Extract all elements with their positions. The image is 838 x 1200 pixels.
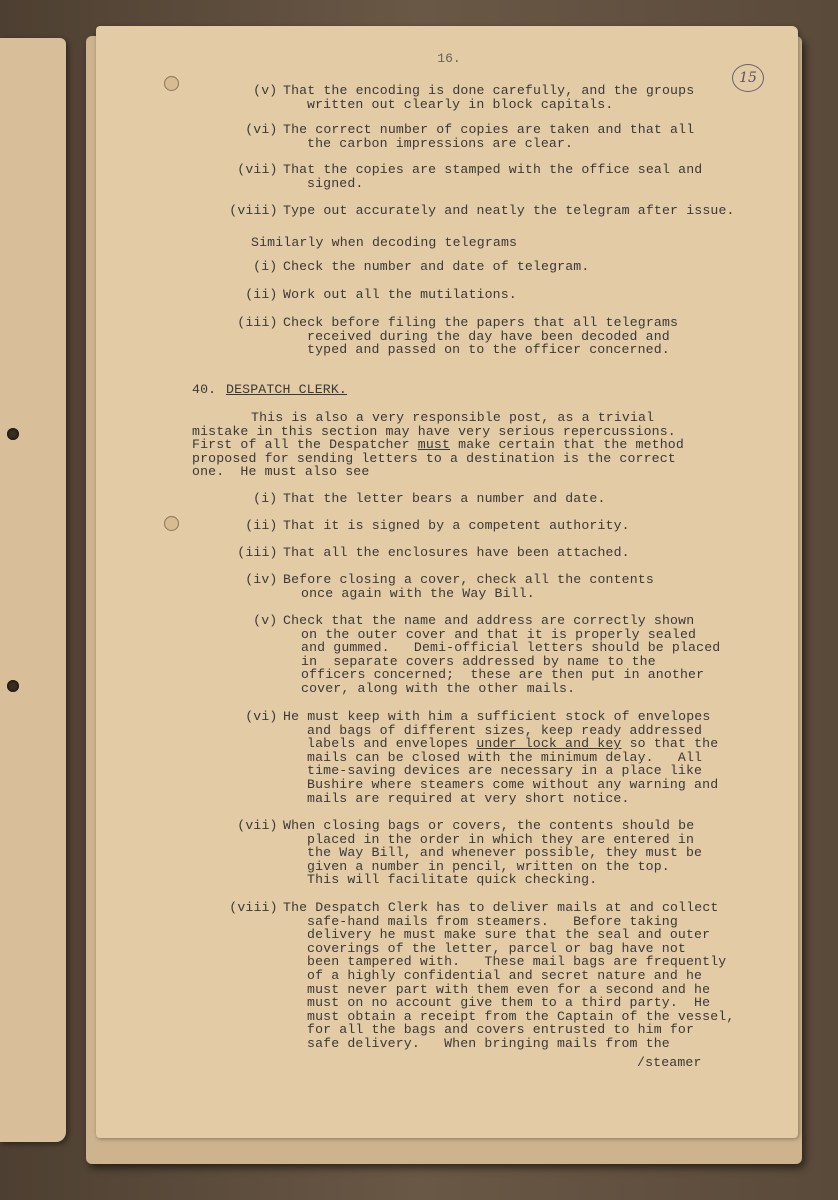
item-line: Check the number and date of telegram.: [283, 259, 590, 274]
item-line: mails are required at very short notice.: [307, 790, 630, 806]
item-line: safe delivery. When bringing mails from the: [307, 1036, 670, 1051]
punch-hole: [7, 428, 19, 440]
page-number: 16.: [437, 51, 461, 66]
item-line: been tampered with. These mail bags are frequently: [307, 954, 727, 970]
item-line: once again with the Way Bill.: [301, 585, 535, 601]
item-line: That the copies are stamped with the office seal and: [283, 162, 703, 177]
item-line: The Despatch Clerk has to deliver mails at and collect: [283, 900, 719, 915]
item-line: delivery he must make sure that the seal and outer: [307, 927, 711, 943]
item-line: received during the day have been decoded and: [307, 328, 670, 344]
item-line: safe-hand mails from steamers. Before taking: [307, 913, 678, 929]
item-number: (viii): [229, 900, 278, 915]
decoding-intro: Similarly when decoding telegrams: [251, 235, 518, 250]
item-line: signed.: [307, 175, 364, 191]
item-line: written out clearly in block capitals.: [307, 96, 614, 112]
item-number: (i): [253, 491, 278, 506]
item-line: must obtain a receipt from the Captain of the vessel,: [307, 1008, 735, 1024]
paragraph-line: mistake in this section may have very serious repercussions.: [192, 423, 676, 439]
item-line: of a highly confidential and secret nature and he: [307, 968, 703, 983]
item-number: (vii): [237, 818, 278, 833]
item-line: Check before filing the papers that all telegrams: [283, 315, 679, 330]
item-line: He must keep with him a sufficient stock of envelopes: [283, 709, 711, 724]
item-number: (v): [253, 613, 278, 628]
item-line: cover, along with the other mails.: [301, 681, 576, 696]
item-number: (ii): [245, 287, 278, 302]
item-line: must never part with them even for a second and he: [307, 981, 711, 997]
item-line: Bushire where steamers come without any warning and: [307, 777, 719, 792]
item-line: time-saving devices are necessary in a place like: [307, 763, 703, 779]
item-line: Before closing a cover, check all the contents: [283, 572, 654, 587]
paragraph-line: This is also a very responsible post, as a trivial: [251, 410, 655, 425]
paragraph-line: proposed for sending letters to a destination is the correct: [192, 450, 676, 466]
item-line: the carbon impressions are clear.: [307, 135, 574, 151]
paragraph-line: one. He must also see: [192, 464, 370, 480]
folio-number: 15: [732, 64, 764, 92]
item-line: mails can be closed with the minimum delay. All: [307, 749, 703, 765]
item-line: That the letter bears a number and date.: [283, 491, 606, 506]
item-number: (vi): [245, 709, 278, 724]
item-line: That all the enclosures have been attached.: [283, 545, 630, 560]
item-number: (iv): [245, 572, 278, 587]
item-line: given a number in pencil, written on the top.: [307, 858, 670, 874]
item-line: the Way Bill, and whenever possible, they must be: [307, 845, 703, 861]
paragraph-line: First of all the Despatcher must make certain that the method: [192, 437, 684, 453]
item-number: (iii): [237, 315, 278, 330]
item-line: When closing bags or covers, the contents should be: [283, 818, 695, 833]
item-line: for all the bags and covers entrusted to him for: [307, 1022, 695, 1038]
item-line: in separate covers addressed by name to the: [301, 653, 656, 669]
item-line: That it is signed by a competent authority.: [283, 518, 630, 533]
item-line: officers concerned; these are then put in another: [301, 667, 705, 683]
section-heading: DESPATCH CLERK.: [226, 382, 347, 397]
item-number: (i): [253, 259, 278, 274]
adjacent-page: [0, 38, 66, 1142]
item-line: placed in the order in which they are entered in: [307, 831, 695, 847]
item-number: (v): [253, 83, 278, 98]
item-line: and gummed. Demi-official letters should be placed: [301, 640, 721, 656]
item-line: Type out accurately and neatly the telegram after issue.: [283, 203, 735, 218]
item-line: must on no account give them to a third party. He: [307, 995, 711, 1011]
document-page: [96, 26, 798, 1138]
item-line: coverings of the letter, parcel or bag have not: [307, 940, 686, 956]
item-number: (iii): [237, 545, 278, 560]
document-body: [96, 26, 798, 1138]
item-number: (viii): [229, 203, 278, 218]
catchword: /steamer: [637, 1055, 702, 1070]
item-number: (ii): [245, 518, 278, 533]
item-line: The correct number of copies are taken and that all: [283, 122, 695, 137]
section-number: 40.: [192, 382, 217, 397]
item-line: typed and passed on to the officer concerned.: [307, 342, 670, 358]
item-number: (vi): [245, 122, 278, 137]
item-line: and bags of different sizes, keep ready addressed: [307, 722, 703, 738]
item-line: labels and envelopes under lock and key so that the: [307, 736, 719, 752]
item-line: Work out all the mutilations.: [283, 287, 517, 302]
punch-hole: [7, 680, 19, 692]
item-line: That the encoding is done carefully, and the groups: [283, 83, 695, 98]
item-line: This will facilitate quick checking.: [307, 872, 598, 888]
item-line: Check that the name and address are correctly shown: [283, 613, 695, 628]
item-line: on the outer cover and that it is properly sealed: [301, 626, 697, 642]
item-number: (vii): [237, 162, 278, 177]
